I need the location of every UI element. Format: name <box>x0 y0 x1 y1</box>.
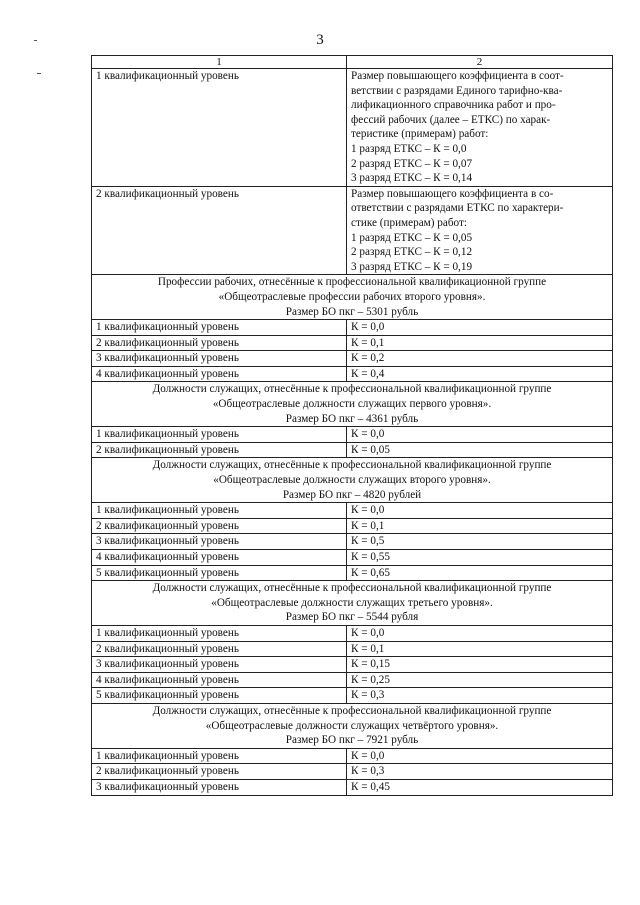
coefficient-cell: К = 0,05 <box>347 442 613 458</box>
coefficient-cell: К = 0,2 <box>347 351 613 367</box>
level-cell: 2 квалификационный уровень <box>92 335 347 351</box>
level-row <box>92 688 613 704</box>
group-title-line: Размер БО пкг – 4361 рубль <box>285 412 419 425</box>
level-row <box>92 779 613 795</box>
scan-mark <box>34 40 37 41</box>
level-row <box>92 335 613 351</box>
page-number: 3 <box>316 32 324 48</box>
coefficient-cell: К = 0,3 <box>347 764 613 780</box>
coefficient-cell: К = 0,0 <box>347 503 613 519</box>
group-title-line: «Общеотраслевые должности служащих третьего уровня». <box>211 596 493 609</box>
level-cell: 2 квалификационный уровень <box>92 518 347 534</box>
coefficient-cell: К = 0,1 <box>347 518 613 534</box>
level-cell: 4 квалификационный уровень <box>92 672 347 688</box>
level-row <box>92 641 613 657</box>
description-line: 2 разряд ЕТКС – К = 0,07 <box>351 157 473 170</box>
scan-mark <box>37 73 41 74</box>
level-row <box>92 550 613 566</box>
level-row <box>92 320 613 336</box>
coefficient-cell: К = 0,0 <box>347 625 613 641</box>
group-title <box>92 382 613 427</box>
level-cell: 2 квалификационный уровень <box>92 186 347 275</box>
group-header-row <box>92 703 613 748</box>
coefficient-cell: К = 0,25 <box>347 672 613 688</box>
group-title-line: Размер БО пкг – 7921 рубль <box>285 734 419 747</box>
group-title-line: Должности служащих, отнесённые к профессиональной квалификационной группе <box>152 704 552 717</box>
intro-row <box>92 186 613 275</box>
description-line: Размер повышающего коэффициента в соот- <box>351 70 564 82</box>
description-line: 3 разряд ЕТКС – К = 0,14 <box>351 172 473 185</box>
coefficient-cell: К = 0,45 <box>347 779 613 795</box>
group-title-line: «Общеотраслевые должности служащих четвёртого уровня». <box>205 719 499 732</box>
level-row <box>92 764 613 780</box>
level-row <box>92 625 613 641</box>
group-title-line: Должности служащих, отнесённые к профессиональной квалификационной группе <box>152 459 552 472</box>
table-body <box>92 56 613 796</box>
group-title-line: Размер БО пкг – 4820 рублей <box>282 488 422 501</box>
group-title-line: «Общеотраслевые должности служащих первого уровня». <box>212 398 492 411</box>
group-title <box>92 703 613 748</box>
description-line: стике (примерам) работ: <box>351 216 467 229</box>
level-cell: 3 квалификационный уровень <box>92 351 347 367</box>
description-line: ветствии с разрядами Единого тарифно-ква- <box>351 84 563 97</box>
coefficient-description <box>347 69 613 187</box>
level-cell: 1 квалификационный уровень <box>92 427 347 443</box>
level-row <box>92 351 613 367</box>
level-cell: 1 квалификационный уровень <box>92 320 347 336</box>
group-title-line: Размер БО пкг – 5544 рубля <box>285 611 419 624</box>
level-cell: 1 квалификационный уровень <box>92 748 347 764</box>
level-row <box>92 518 613 534</box>
description-line: ответствии с разрядами ЕТКС по характери- <box>351 202 564 215</box>
level-row <box>92 427 613 443</box>
coefficient-cell: К = 0,4 <box>347 366 613 382</box>
level-cell: 4 квалификационный уровень <box>92 366 347 382</box>
description-line: 1 разряд ЕТКС – К = 0,0 <box>351 142 467 155</box>
coefficient-cell: К = 0,1 <box>347 641 613 657</box>
level-row <box>92 748 613 764</box>
level-row <box>92 565 613 581</box>
coefficient-cell: К = 0,3 <box>347 688 613 704</box>
group-title <box>92 458 613 503</box>
level-cell: 5 квалификационный уровень <box>92 565 347 581</box>
group-header-row <box>92 458 613 503</box>
group-title-line: «Общеотраслевые должности служащих второго уровня». <box>213 474 491 487</box>
level-row <box>92 672 613 688</box>
group-title <box>92 581 613 626</box>
level-cell: 3 квалификационный уровень <box>92 779 347 795</box>
level-cell: 3 квалификационный уровень <box>92 534 347 550</box>
description-line: лификационного справочника работ и про- <box>351 99 556 112</box>
description-line: Размер повышающего коэффициента в со- <box>351 187 554 200</box>
level-cell: 1 квалификационный уровень <box>92 625 347 641</box>
level-cell: 4 квалификационный уровень <box>92 550 347 566</box>
level-row <box>92 442 613 458</box>
description-line: фессий рабочих (далее – ЕТКС) по харак- <box>351 113 551 126</box>
level-cell: 3 квалификационный уровень <box>92 657 347 673</box>
coefficient-cell: К = 0,15 <box>347 657 613 673</box>
level-cell: 1 квалификационный уровень <box>92 503 347 519</box>
group-header-row <box>92 275 613 320</box>
level-cell: 2 квалификационный уровень <box>92 641 347 657</box>
coefficients-table <box>91 55 613 796</box>
coefficient-cell: К = 0,0 <box>347 748 613 764</box>
group-title-line: «Общеотраслевые профессии рабочих второго уровня». <box>218 290 486 303</box>
header-col-1: 1 <box>92 56 347 69</box>
description-line: теристике (примерам) работ: <box>351 128 489 141</box>
level-row <box>92 366 613 382</box>
coefficient-cell: К = 0,1 <box>347 335 613 351</box>
coefficient-cell: К = 0,55 <box>347 550 613 566</box>
level-cell: 2 квалификационный уровень <box>92 442 347 458</box>
header-col-2: 2 <box>347 56 613 69</box>
group-title-line: Должности служащих, отнесённые к профессиональной квалификационной группе <box>152 582 552 595</box>
level-cell: 5 квалификационный уровень <box>92 688 347 704</box>
coefficient-cell: К = 0,0 <box>347 427 613 443</box>
level-row <box>92 657 613 673</box>
group-header-row <box>92 382 613 427</box>
description-line: 2 разряд ЕТКС – К = 0,12 <box>351 246 473 259</box>
description-line: 1 разряд ЕТКС – К = 0,05 <box>351 231 473 244</box>
coefficient-cell: К = 0,0 <box>347 320 613 336</box>
header-row <box>92 56 613 69</box>
level-row <box>92 534 613 550</box>
group-header-row <box>92 581 613 626</box>
group-title-line: Размер БО пкг – 5301 рубль <box>285 305 419 318</box>
coefficient-description <box>347 186 613 275</box>
level-row <box>92 503 613 519</box>
group-title-line: Должности служащих, отнесённые к профессиональной квалификационной группе <box>152 383 552 396</box>
level-cell: 2 квалификационный уровень <box>92 764 347 780</box>
description-line: 3 разряд ЕТКС – К = 0,19 <box>351 260 473 273</box>
group-title <box>92 275 613 320</box>
intro-row <box>92 69 613 187</box>
coefficient-cell: К = 0,5 <box>347 534 613 550</box>
group-title-line: Профессии рабочих, отнесённые к профессиональной квалификационной группе <box>157 276 547 289</box>
coefficient-cell: К = 0,65 <box>347 565 613 581</box>
level-cell: 1 квалификационный уровень <box>92 69 347 187</box>
